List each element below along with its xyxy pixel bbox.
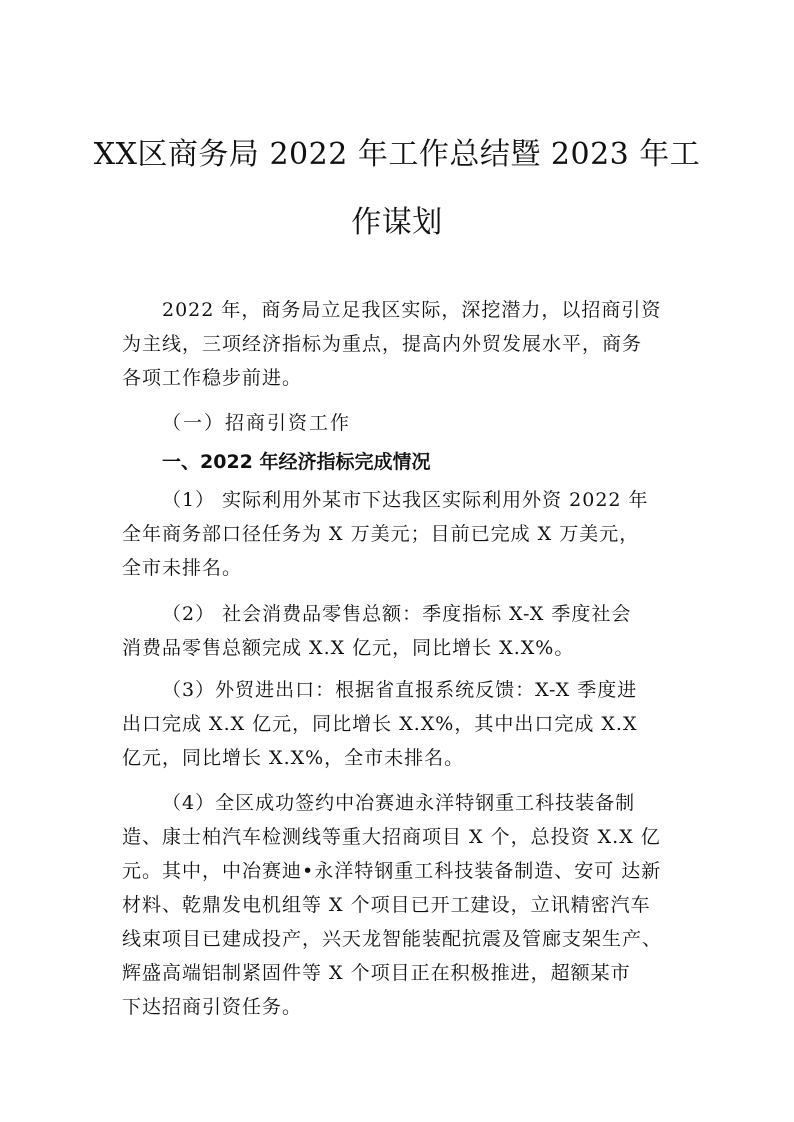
section-subheading: （一）招商引资工作	[162, 412, 352, 434]
item-line: （2） 社会消费品零售总额：季度指标 X-X 季度社会	[162, 603, 632, 625]
item-line: （1） 实际利用外某市下达我区实际利用外资 2022 年	[162, 489, 649, 511]
item-line: 元。其中，中冶赛迪•永洋特钢重工科技装备制造、安可 达新	[122, 860, 662, 882]
intro-line: 为主线，三项经济指标为重点，提高内外贸发展水平，商务	[122, 333, 643, 355]
item-line: 出口完成 X.X 亿元，同比增长 X.X%，其中出口完成 X.X	[122, 713, 638, 735]
item-line: 下达招商引资任务。	[122, 996, 303, 1018]
item-line: 全市未排名。	[122, 557, 243, 579]
intro-line: 各项工作稳步前进。	[122, 367, 303, 389]
section-heading: 一、2022 年经济指标完成情况	[162, 451, 431, 473]
document-title-line-2: 作谋划	[351, 205, 443, 240]
item-paragraph-1	[122, 483, 682, 585]
item-line: 辉盛高端铝制紧固件等 X 个项目正在积极推进，超额某市	[122, 962, 631, 984]
item-line: （4）全区成功签约中冶赛迪永洋特钢重工科技装备制	[162, 792, 636, 814]
item-line: 线束项目已建成投产，兴天龙智能装配抗震及管廊支架生产、	[122, 928, 663, 950]
document-title-line-1: XX区商务局 2022 年工作总结暨 2023 年工	[93, 137, 701, 172]
item-paragraph-2	[122, 597, 682, 665]
item-paragraph-3	[122, 673, 682, 775]
item-line: 全年商务部口径任务为 X 万美元；目前已完成 X 万美元，	[122, 523, 640, 545]
item-line: （3）外贸进出口：根据省直报系统反馈：X-X 季度进	[162, 679, 638, 701]
intro-paragraph	[122, 293, 682, 395]
item-line: 消费品零售总额完成 X.X 亿元，同比增长 X.X%。	[122, 637, 575, 659]
item-line: 亿元，同比增长 X.X%，全市未排名。	[122, 747, 465, 769]
intro-line: 2022 年，商务局立足我区实际，深挖潜力，以招商引资	[162, 299, 662, 321]
item-paragraph-4	[122, 786, 682, 1024]
item-line: 材料、乾鼎发电机组等 X 个项目已开工建设，立讯精密汽车	[122, 894, 651, 916]
item-line: 造、康士柏汽车检测线等重大招商项目 X 个，总投资 X.X 亿	[122, 826, 661, 848]
